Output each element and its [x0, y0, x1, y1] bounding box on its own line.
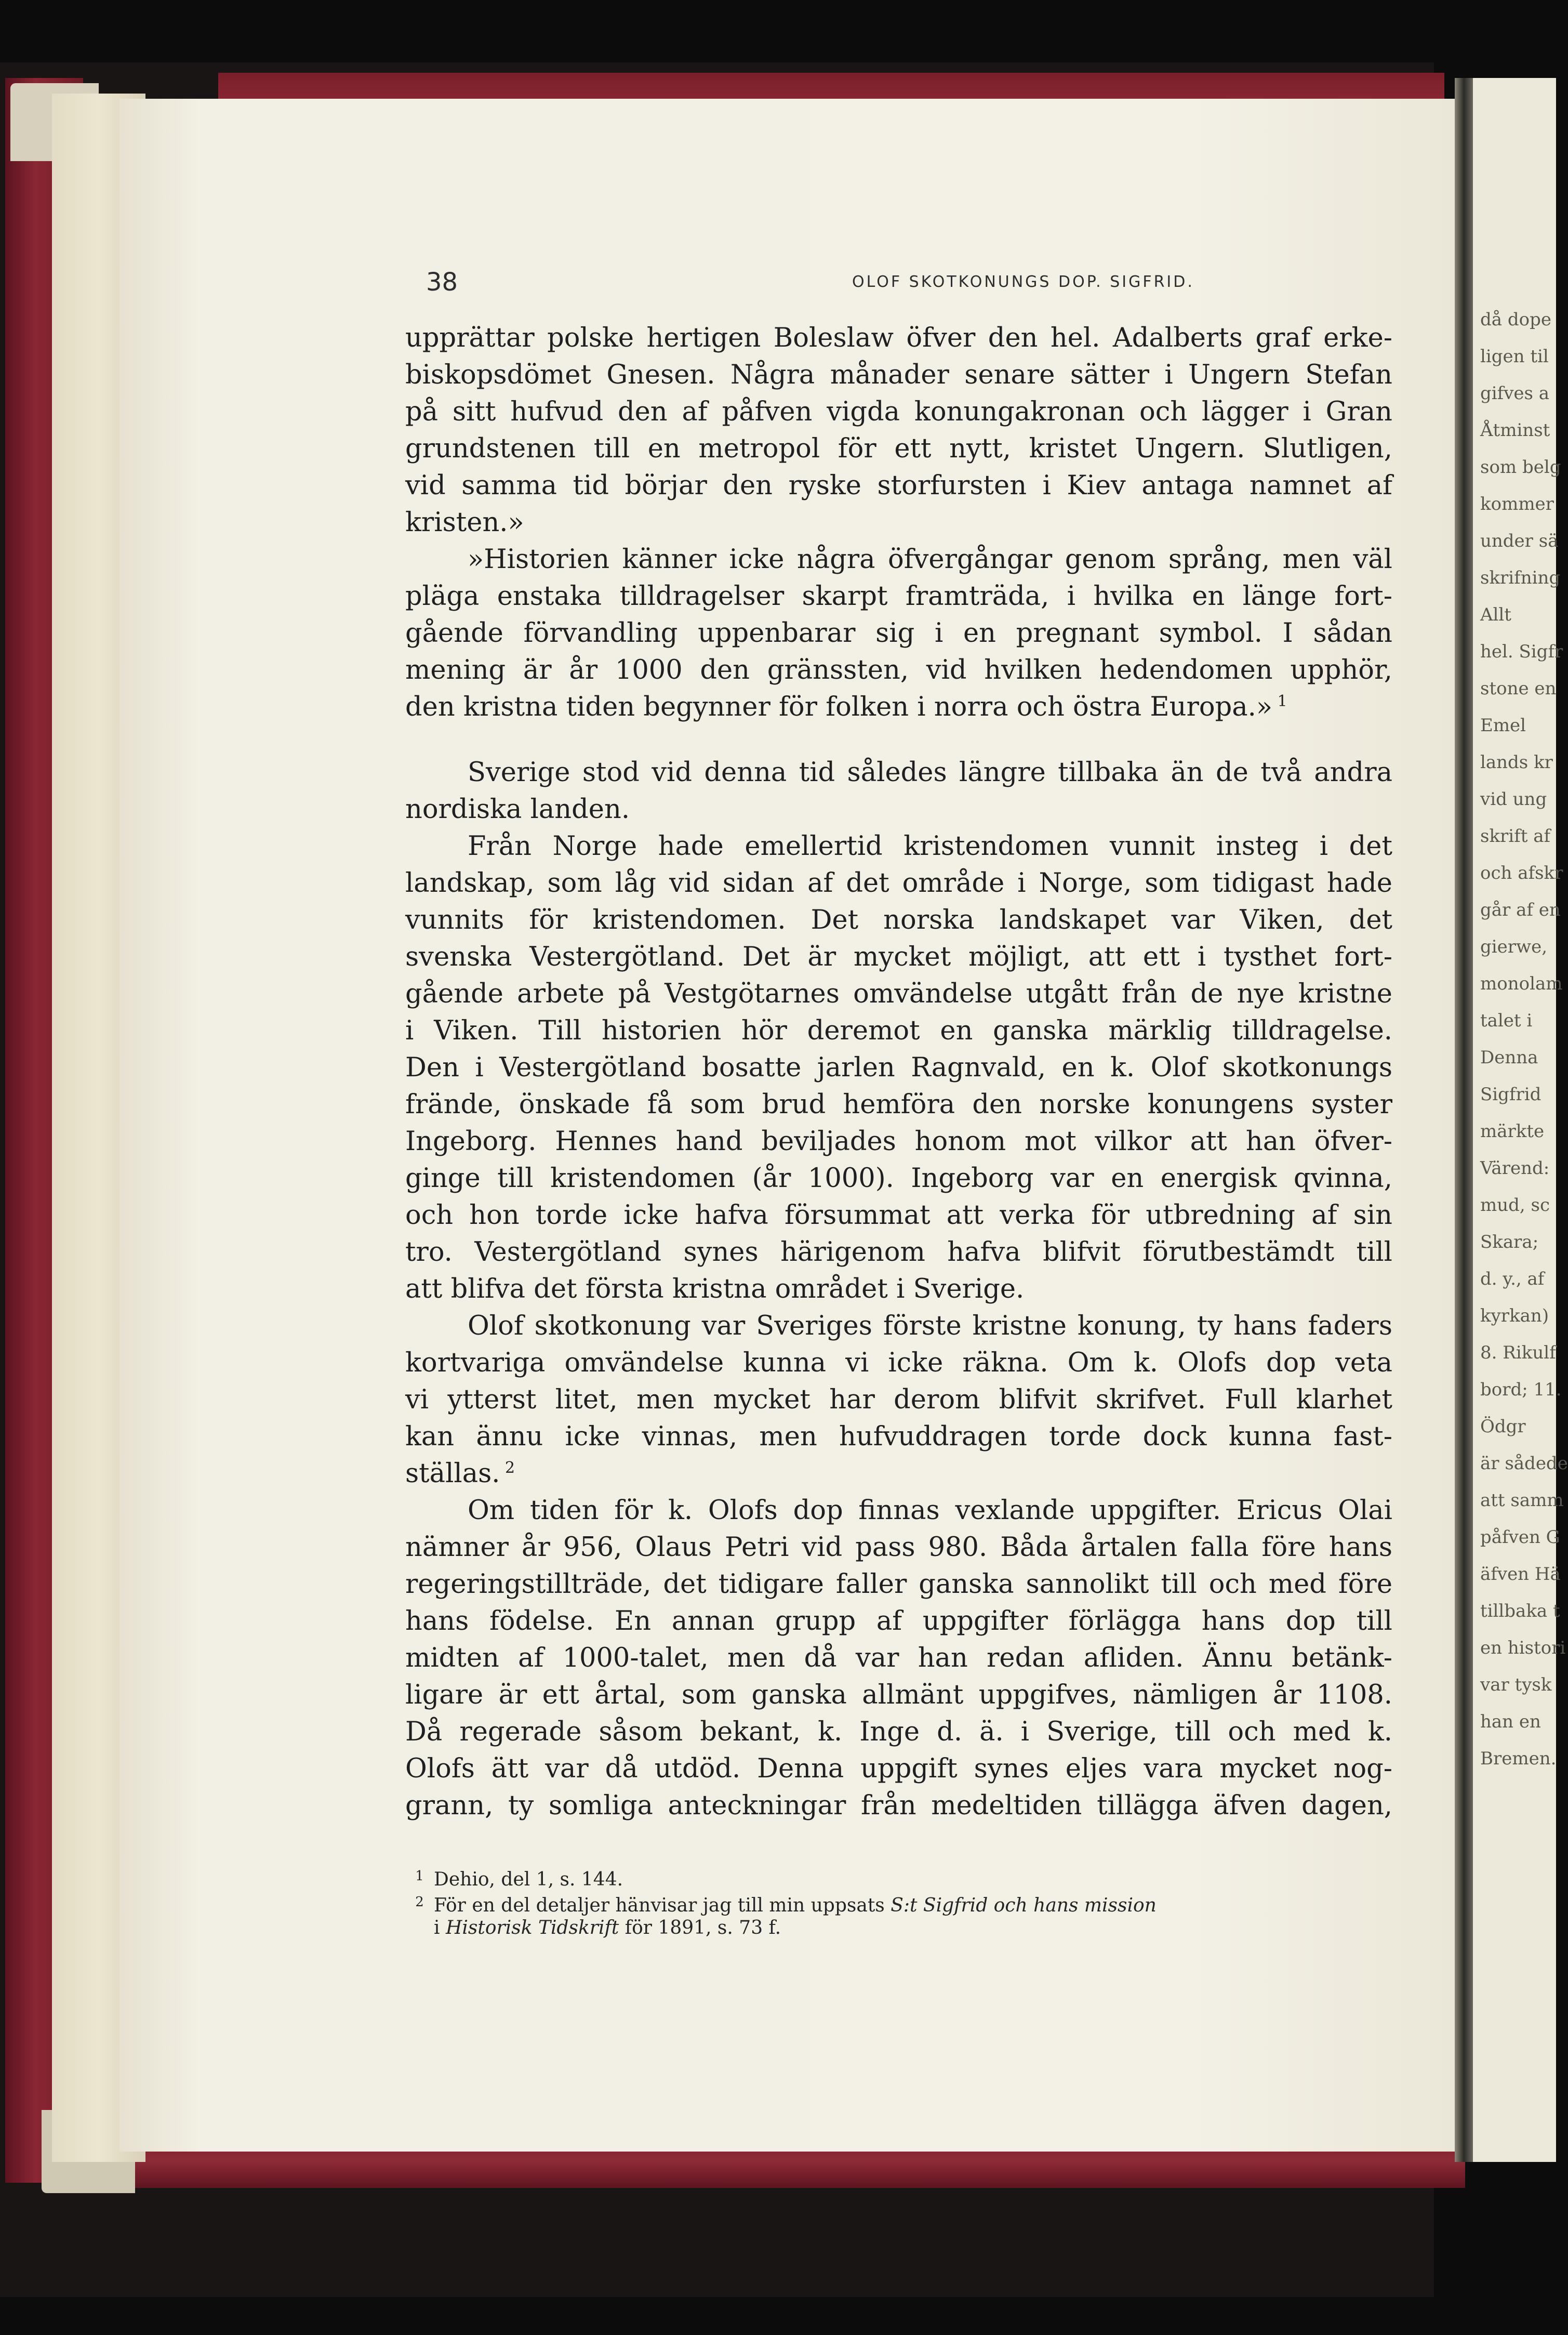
facing-page-fragment: ligen til — [1480, 346, 1549, 367]
text-line — [405, 393, 1392, 430]
facing-page-fragment: hel. Sigfr — [1480, 641, 1563, 662]
footnote-number: 2 — [415, 1894, 424, 1910]
facing-page-fragment: mud, sc — [1480, 1195, 1550, 1216]
text-line-content: grundstenen till en metropol för ett nytt, kristet Ungern. Slutligen, — [405, 433, 1392, 464]
text-line — [405, 1750, 1392, 1787]
text-line-content: pläga enstaka tilldragelser skarpt framträda, i hvilka en länge fort- — [405, 581, 1392, 612]
text-line — [405, 504, 1392, 541]
text-line — [405, 1418, 1392, 1455]
text-line-content: midten af 1000-talet, men då var han redan afliden. Ännu betänk- — [405, 1643, 1392, 1673]
text-line-content: vid samma tid börjar den ryske storfursten i Kiev antaga namnet af — [405, 470, 1392, 501]
text-line-content: frände, önskade få som brud hemföra den norske konungens syster — [405, 1089, 1392, 1120]
facing-page-fragment: var tysk — [1480, 1674, 1552, 1695]
text-line — [405, 1049, 1392, 1086]
text-line-content: hans födelse. En annan grupp af uppgifter förlägga hans dop till — [405, 1606, 1392, 1637]
text-line — [405, 357, 1392, 393]
text-line — [405, 578, 1392, 615]
text-line-content: den kristna tiden begynner för folken i norra och östra Europa.» — [405, 692, 1273, 722]
text-line — [405, 828, 1392, 865]
text-line-content: vi ytterst litet, men mycket har derom blifvit skrifvet. Full klarhet — [405, 1384, 1392, 1415]
text-line — [405, 1381, 1392, 1418]
text-line — [405, 865, 1392, 902]
text-line — [405, 1640, 1392, 1677]
facing-page-fragment: Emel — [1480, 715, 1526, 736]
text-line — [405, 975, 1392, 1012]
text-line-content: och hon torde icke hafva försummat att verka för utbredning af sin — [405, 1200, 1392, 1231]
facing-page-fragment: en histori — [1480, 1638, 1566, 1658]
text-line — [405, 467, 1392, 504]
text-line — [405, 1677, 1392, 1713]
text-line — [405, 1234, 1392, 1271]
text-line-content: svenska Vestergötland. Det är mycket möjligt, att ett i tysthet fort- — [405, 942, 1392, 972]
text-line — [405, 1197, 1392, 1234]
text-line — [405, 1603, 1392, 1640]
text-line-content: gående förvandling uppenbarar sig i en pregnant symbol. I sådan — [405, 618, 1392, 649]
facing-page-fragment: monolam — [1480, 973, 1563, 994]
facing-page-fragment: lands kr — [1480, 752, 1553, 773]
text-line — [405, 902, 1392, 939]
text-line-content: upprättar polske hertigen Boleslaw öfver den hel. Adalberts graf erke- — [405, 323, 1392, 353]
facing-page-fragment: gierwe, — [1480, 936, 1548, 957]
text-line-content: gående arbete på Vestgötarnes omvändelse utgått från de nye kristne — [405, 979, 1392, 1009]
text-line-content: kan ännu icke vinnas, men hufvuddragen torde dock kunna fast- — [405, 1421, 1392, 1452]
page-number: 38 — [426, 268, 458, 297]
text-line — [405, 1160, 1392, 1197]
text-line-content: tro. Vestergötland synes härigenom hafva blifvit förutbestämdt till — [405, 1237, 1392, 1268]
facing-page-fragment: kommer — [1480, 494, 1554, 515]
facing-page-fragment: Värend: — [1480, 1158, 1550, 1179]
footnote-number: 1 — [415, 1868, 424, 1884]
text-line — [405, 1787, 1392, 1824]
text-line — [405, 430, 1392, 467]
text-line-content: Då regerade såsom bekant, k. Inge d. ä. i Sverige, till och med k. — [405, 1717, 1392, 1747]
facing-page-fragment: Ödgr — [1480, 1416, 1526, 1437]
footnote-marker: 1 — [1272, 692, 1287, 710]
gutter-shadow — [1455, 78, 1473, 2162]
text-line-content: Olofs ätt var då utdöd. Denna uppgift synes eljes vara mycket nog- — [405, 1753, 1392, 1784]
facing-page-fragment: d. y., af — [1480, 1269, 1545, 1289]
facing-page-fragment: är sådede — [1480, 1453, 1568, 1474]
text-line — [405, 1308, 1392, 1344]
text-line-content: Den i Vestergötland bosatte jarlen Ragnvald, en k. Olof skotkonungs — [405, 1052, 1392, 1083]
footnote — [405, 1889, 1392, 1915]
facing-page-fragment: stone en — [1480, 678, 1557, 699]
text-line-content: »Historien känner icke några öfvergångar genom språng, men väl — [468, 544, 1392, 575]
facing-page-fragment: märkte — [1480, 1121, 1545, 1142]
facing-page-fragment: 8. Rikulf — [1480, 1342, 1556, 1363]
footnote-text: För en del detaljer hänvisar jag till min uppsats — [434, 1895, 891, 1916]
text-line-content: i Viken. Till historien hör deremot en ganska märklig tilldragelse. — [405, 1015, 1392, 1046]
text-line-content: Från Norge hade emellertid kristendomen vunnit insteg i det — [468, 831, 1392, 862]
text-line-content: grann, ty somliga anteckningar från medeltiden tillägga äfven dagen, — [405, 1790, 1392, 1821]
text-line-content: Ingeborg. Hennes hand beviljades honom mot vilkor att han öfver- — [405, 1126, 1392, 1157]
text-line-content: landskap, som låg vid sidan af det område i Norge, som tidigast hade — [405, 868, 1392, 899]
text-line-content: ginge till kristendomen (år 1000). Ingeborg var en energisk qvinna, — [405, 1163, 1392, 1194]
footnote-title: Historisk Tidskrift — [445, 1917, 619, 1938]
facing-page-fragment: äfven Hä — [1480, 1564, 1561, 1585]
text-line-content: regeringstillträde, det tidigare faller ganska sannolikt till och med före — [405, 1569, 1392, 1600]
facing-page-fragment: Denna — [1480, 1047, 1538, 1068]
facing-page-fragment: tillbaka t — [1480, 1601, 1560, 1621]
facing-page-fragment: under sä — [1480, 531, 1559, 551]
text-line-content: nordiska landen. — [405, 794, 630, 825]
facing-page-fragment: då dope — [1480, 309, 1551, 330]
footnotes — [405, 1863, 1392, 1941]
text-line-content: Sverige stod vid denna tid således längre tillbaka än de två andra — [468, 757, 1392, 788]
facing-page-fragment: Åtminst — [1480, 420, 1550, 441]
text-line — [405, 1492, 1392, 1529]
text-line-content: Olof skotkonung var Sveriges förste kristne konung, ty hans faders — [468, 1311, 1392, 1341]
facing-page-edge — [1473, 78, 1568, 2162]
text-line — [405, 541, 1392, 578]
facing-page-fragment: Bremen. — [1480, 1748, 1557, 1769]
footnote — [405, 1863, 1392, 1889]
facing-page-fragment: Allt — [1480, 604, 1511, 625]
running-head — [426, 273, 1361, 291]
facing-page-fragment: gifves a — [1480, 383, 1550, 404]
facing-page-fragment: skrifning — [1480, 568, 1561, 588]
text-line — [405, 615, 1392, 652]
text-line-content: på sitt hufvud den af påfven vigda konungakronan och lägger i Gran — [405, 397, 1392, 427]
facing-page-fragment: skrift af — [1480, 826, 1551, 847]
text-line — [405, 652, 1392, 689]
text-line-content: nämner år 956, Olaus Petri vid pass 980. Båda årtalen falla före hans — [405, 1532, 1392, 1563]
text-line — [405, 689, 1392, 725]
text-line — [405, 939, 1392, 975]
text-line — [405, 1455, 1392, 1492]
facing-page-fragment: vid ung — [1480, 789, 1547, 810]
text-line — [405, 1566, 1392, 1603]
facing-page-fragment: och afskr — [1480, 863, 1563, 883]
facing-page-fragment: går af en — [1480, 900, 1561, 920]
text-line-content: kortvariga omvändelse kunna vi icke räkna. Om k. Olofs dop veta — [405, 1348, 1392, 1378]
text-line — [405, 1344, 1392, 1381]
running-head-text: OLOF SKOTKONUNGS DOP. SIGFRID. — [852, 273, 1194, 291]
facing-page-fragment: talet i — [1480, 1010, 1533, 1031]
text-line — [405, 1086, 1392, 1123]
footnote-text: Dehio, del 1, s. 144. — [434, 1869, 623, 1890]
text-line — [405, 754, 1392, 791]
text-line — [405, 1123, 1392, 1160]
text-line-content: vunnits för kristendomen. Det norska landskapet var Viken, det — [405, 905, 1392, 935]
text-line-content: mening är år 1000 den gränssten, vid hvilken hedendomen upphör, — [405, 655, 1392, 685]
text-line-content: ligare är ett årtal, som ganska allmänt uppgifves, nämligen år 1108. — [405, 1680, 1392, 1710]
text-line — [405, 791, 1392, 828]
text-line-content: att blifva det första kristna området i Sverige. — [405, 1274, 1025, 1304]
text-line-content: Om tiden för k. Olofs dop finnas vexlande uppgifter. Ericus Olai — [468, 1495, 1392, 1526]
facing-page-fragment: att samm — [1480, 1490, 1564, 1511]
body-text — [405, 320, 1392, 1824]
text-line-content: biskopsdömet Gnesen. Några månader senare sätter i Ungern Stefan — [405, 360, 1392, 390]
facing-page-fragment: som belg — [1480, 457, 1561, 478]
paragraph-gap — [405, 725, 1392, 754]
text-line-content: ställas. — [405, 1458, 500, 1489]
text-line — [405, 1012, 1392, 1049]
facing-page-fragment: påfven G — [1480, 1527, 1560, 1548]
footnote — [405, 1915, 1392, 1941]
text-line-content: kristen.» — [405, 507, 524, 538]
footnote-marker: 2 — [500, 1459, 515, 1477]
footnote-title: S:t Sigfrid och hans mission — [891, 1895, 1157, 1916]
facing-page-fragment: kyrkan) — [1480, 1305, 1549, 1326]
facing-page-fragment: han en — [1480, 1711, 1541, 1732]
text-line — [405, 320, 1392, 357]
facing-page-fragment: Skara; — [1480, 1232, 1539, 1252]
facing-page-fragment: bord; 11. — [1480, 1379, 1562, 1400]
footnote-text: för 1891, s. 73 f. — [619, 1917, 781, 1938]
text-line — [405, 1271, 1392, 1308]
footnote-text: i — [434, 1917, 446, 1938]
text-line — [405, 1713, 1392, 1750]
facing-page-fragment: Sigfrid — [1480, 1084, 1542, 1105]
text-line — [405, 1529, 1392, 1566]
